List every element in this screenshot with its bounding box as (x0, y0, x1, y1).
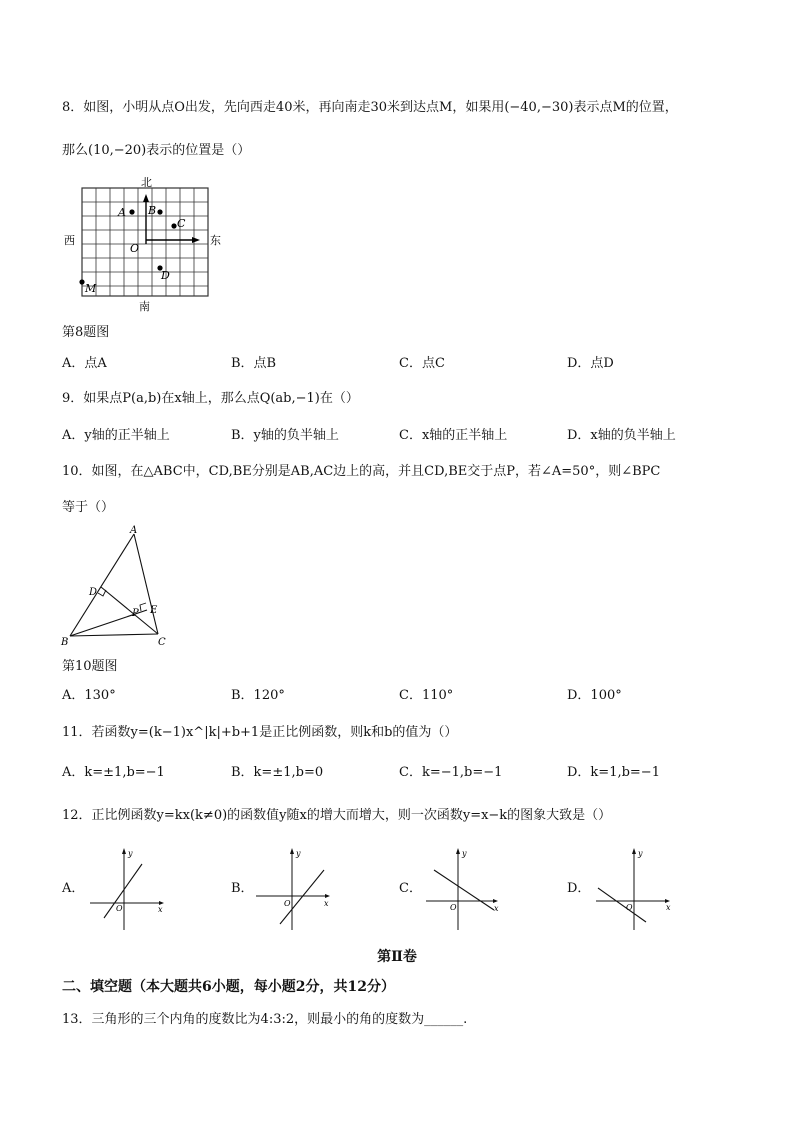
q10-option-a[interactable]: A．130° (62, 688, 116, 703)
graph-d-o: O (626, 903, 633, 912)
graph-a-x: x (158, 905, 163, 914)
graph-a-line (104, 864, 142, 918)
q13-stem: 13．三角形的三个内角的度数比为4:3:2，则最小的角的度数为______. (62, 1012, 468, 1027)
graph-b-y: y (296, 849, 301, 858)
q8-option-d[interactable]: D．点D (567, 356, 614, 371)
q9-stem: 9．如果点P(a,b)在x轴上，那么点Q(ab,−1)在（） (62, 391, 359, 406)
q10-option-b[interactable]: B．120° (231, 688, 285, 703)
graph-a-o: O (116, 904, 123, 913)
label-south: 南 (139, 300, 150, 312)
q10-option-c[interactable]: C．110° (399, 688, 454, 703)
tri-label-b: B (61, 637, 69, 648)
graph-d-line (598, 888, 646, 922)
q10-option-d[interactable]: D．100° (567, 688, 622, 703)
q8-grid-figure (60, 172, 230, 312)
label-o: O (130, 242, 140, 255)
label-c: C (177, 217, 186, 230)
q12-graph-a[interactable] (84, 846, 168, 932)
q11-stem: 11．若函数y=(k−1)x^|k|+b+1是正比例函数，则k和b的值为（） (62, 725, 458, 740)
graph-d-x: x (666, 903, 671, 912)
q10-stem-line2: 等于（） (62, 500, 115, 515)
q12-graph-c[interactable] (422, 846, 506, 932)
graph-b-line (280, 870, 324, 924)
q9-option-c[interactable]: C．x轴的正半轴上 (399, 428, 508, 443)
q9-option-d[interactable]: D．x轴的负半轴上 (567, 428, 676, 443)
q8-option-b[interactable]: B．点B (231, 356, 277, 371)
graph-b-x: x (324, 899, 329, 908)
q8-stem-line1: 8．如图，小明从点O出发，先向西走40米，再向南走30米到达点M，如果用(−40,−30)表示点M的位置， (62, 100, 678, 115)
q12-graph-b[interactable] (252, 846, 336, 932)
label-b: B (148, 204, 157, 217)
point-c (171, 223, 176, 228)
q8-option-c[interactable]: C．点C (399, 356, 445, 371)
part-two-title: 第Ⅱ卷 (377, 949, 417, 965)
q8-option-a[interactable]: A．点A (62, 356, 107, 371)
q11-option-a[interactable]: A．k=±1,b=−1 (62, 765, 165, 780)
graph-c-o: O (450, 903, 457, 912)
label-d: D (161, 269, 170, 282)
graph-a-y: y (128, 849, 133, 858)
tri-label-a: A (130, 525, 138, 536)
q12-stem: 12．正比例函数y=kx(k≠0)的函数值y随x的增大而增大，则一次函数y=x−k的图象大致是（） (62, 808, 612, 823)
q12-option-b-label[interactable]: B． (231, 881, 254, 896)
q11-option-c[interactable]: C．k=−1,b=−1 (399, 765, 503, 780)
q11-option-d[interactable]: D．k=1,b=−1 (567, 765, 660, 780)
label-east: 东 (210, 234, 221, 247)
graph-c-y: y (462, 849, 467, 858)
graph-d-y: y (638, 849, 643, 858)
label-a: A (118, 206, 126, 219)
q12-option-c-label[interactable]: C． (399, 881, 422, 896)
point-b (157, 209, 162, 214)
q8-stem-line2: 那么(10,−20)表示的位置是（） (62, 143, 251, 158)
point-a (129, 209, 134, 214)
q10-caption: 第10题图 (62, 659, 118, 674)
tri-label-p: P (132, 608, 139, 619)
label-m: M (85, 282, 97, 295)
section-fill-blank-header: 二、填空题（本大题共6小题，每小题2分，共12分） (62, 979, 395, 995)
q12-graph-d[interactable] (592, 846, 676, 932)
point-m (79, 279, 84, 284)
q9-option-a[interactable]: A．y轴的正半轴上 (62, 428, 170, 443)
q10-stem-line1: 10．如图，在△ABC中，CD,BE分别是AB,AC边上的高，并且CD,BE交于点P，若∠A=50°，则∠BPC (62, 464, 661, 479)
graph-c-x: x (494, 904, 499, 913)
graph-b-o: O (284, 899, 291, 908)
label-west: 西 (64, 234, 75, 247)
label-north: 北 (141, 176, 152, 189)
graph-c-line (434, 870, 494, 910)
tri-label-c: C (158, 637, 166, 648)
q12-option-d-label[interactable]: D． (567, 881, 591, 896)
tri-label-d: D (89, 587, 98, 598)
q12-option-a-label[interactable]: A． (62, 881, 85, 896)
q8-caption: 第8题图 (62, 325, 110, 340)
q10-triangle-figure (60, 524, 180, 648)
q11-option-b[interactable]: B．k=±1,b=0 (231, 765, 324, 780)
tri-label-e: E (150, 605, 158, 616)
q9-option-b[interactable]: B．y轴的负半轴上 (231, 428, 339, 443)
